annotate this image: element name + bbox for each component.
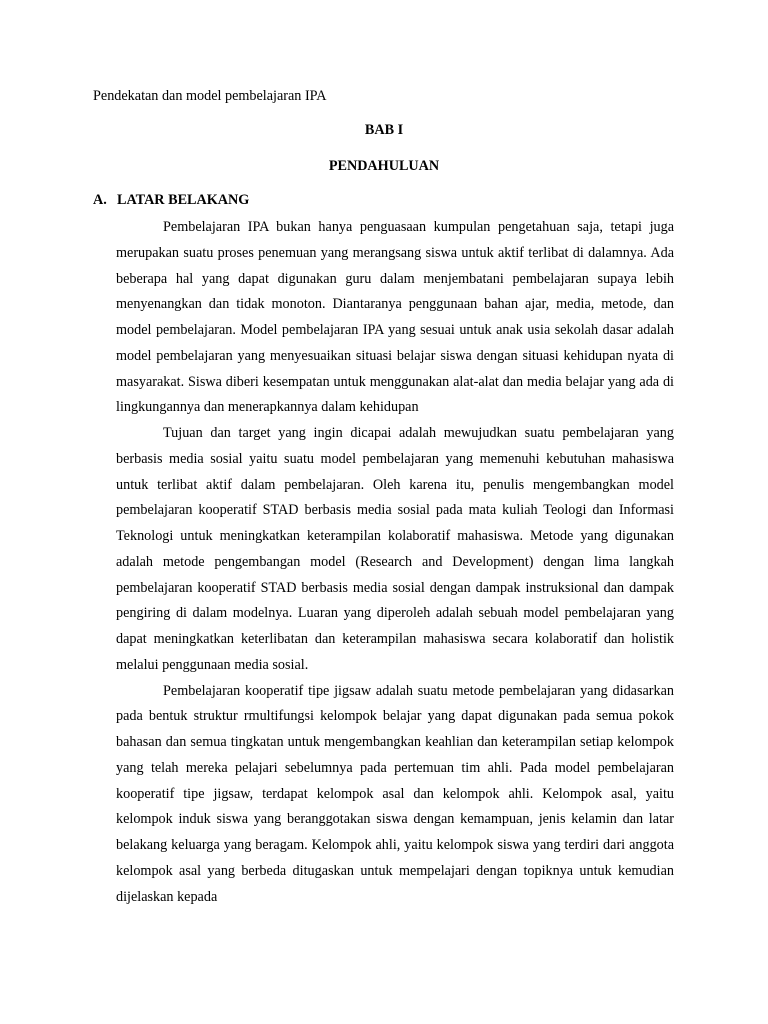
chapter-title: PENDAHULUAN	[328, 158, 440, 174]
document-title: Pendekatan dan model pembelajaran IPA	[93, 88, 327, 104]
paragraph: Tujuan dan target yang ingin dicapai adalah mewujudkan suatu pembelajaran yang berbasis media sosial yaitu suatu model pembelajaran yang memenuhi kebutuhan mahasiswa untuk terlibat aktif dalam pembelajaran. Oleh karena itu, penulis mengembangkan model pembelajaran kooperatif STAD berbasis media sosial pada mata kuliah Teologi dan Informasi Teknologi untuk meningkatkan keterampilan kolaboratif mahasiswa. Metode yang digunakan adalah metode pengembangan model (Research and Development) dengan lima langkah pembelajaran kooperatif STAD berbasis media sosial dengan dampak instruksional dan dampak pengiring di dalam modelnya. Luaran yang diperoleh adalah sebuah model pembelajaran yang dapat meningkatkan keterlibatan dan keterampilan mahasiswa secara kolaboratif dan holistik melalui penggunaan media sosial.	[116, 425, 674, 673]
paragraph: Pembelajaran kooperatif tipe jigsaw adalah suatu metode pembelajaran yang didasarkan pada bentuk struktur rmultifungsi kelompok belajar yang dapat digunakan pada semua pokok bahasan dan semua tingkatan untuk mengembangkan keahlian dan keterampilan setiap kelompok yang telah mereka pelajari sebelumnya pada pertemuan tim ahli. Pada model pembelajaran kooperatif tipe jigsaw, terdapat kelompok asal dan kelompok ahli. Kelompok asal, yaitu kelompok induk siswa yang beranggotakan siswa dengan kemampuan, jenis kelamin dan latar belakang keluarga yang beragam. Kelompok ahli, yaitu kelompok siswa yang terdiri dari anggota kelompok asal yang berbeda ditugaskan untuk mempelajari dengan topiknya untuk kemudian dijelaskan kepada	[116, 682, 674, 905]
paragraph: Pembelajaran IPA bukan hanya penguasaan kumpulan pengetahuan saja, tetapi juga merupakan suatu proses penemuan yang merangsang siswa untuk aktif terlibat di dalamnya. Ada beberapa hal yang dapat digunakan guru dalam menjembatani pembelajaran supaya lebih menyenangkan dan tidak monoton. Diantaranya penggunaan bahan ajar, media, metode, dan model pembelajaran. Model pembelajaran IPA yang sesuai untuk anak usia sekolah dasar adalah model pembelajaran yang menyesuaikan situasi belajar siswa dengan situasi kehidupan nyata di masyarakat. Siswa diberi kesempatan untuk menggunakan alat-alat dan media belajar yang ada di lingkungannya dan menerapkannya dalam kehidupan	[116, 219, 674, 416]
section-title: LATAR BELAKANG	[117, 192, 250, 208]
section-heading	[93, 192, 249, 209]
section-number: A.	[93, 192, 107, 208]
body-text	[116, 215, 674, 910]
chapter-number: BAB I	[364, 122, 404, 138]
